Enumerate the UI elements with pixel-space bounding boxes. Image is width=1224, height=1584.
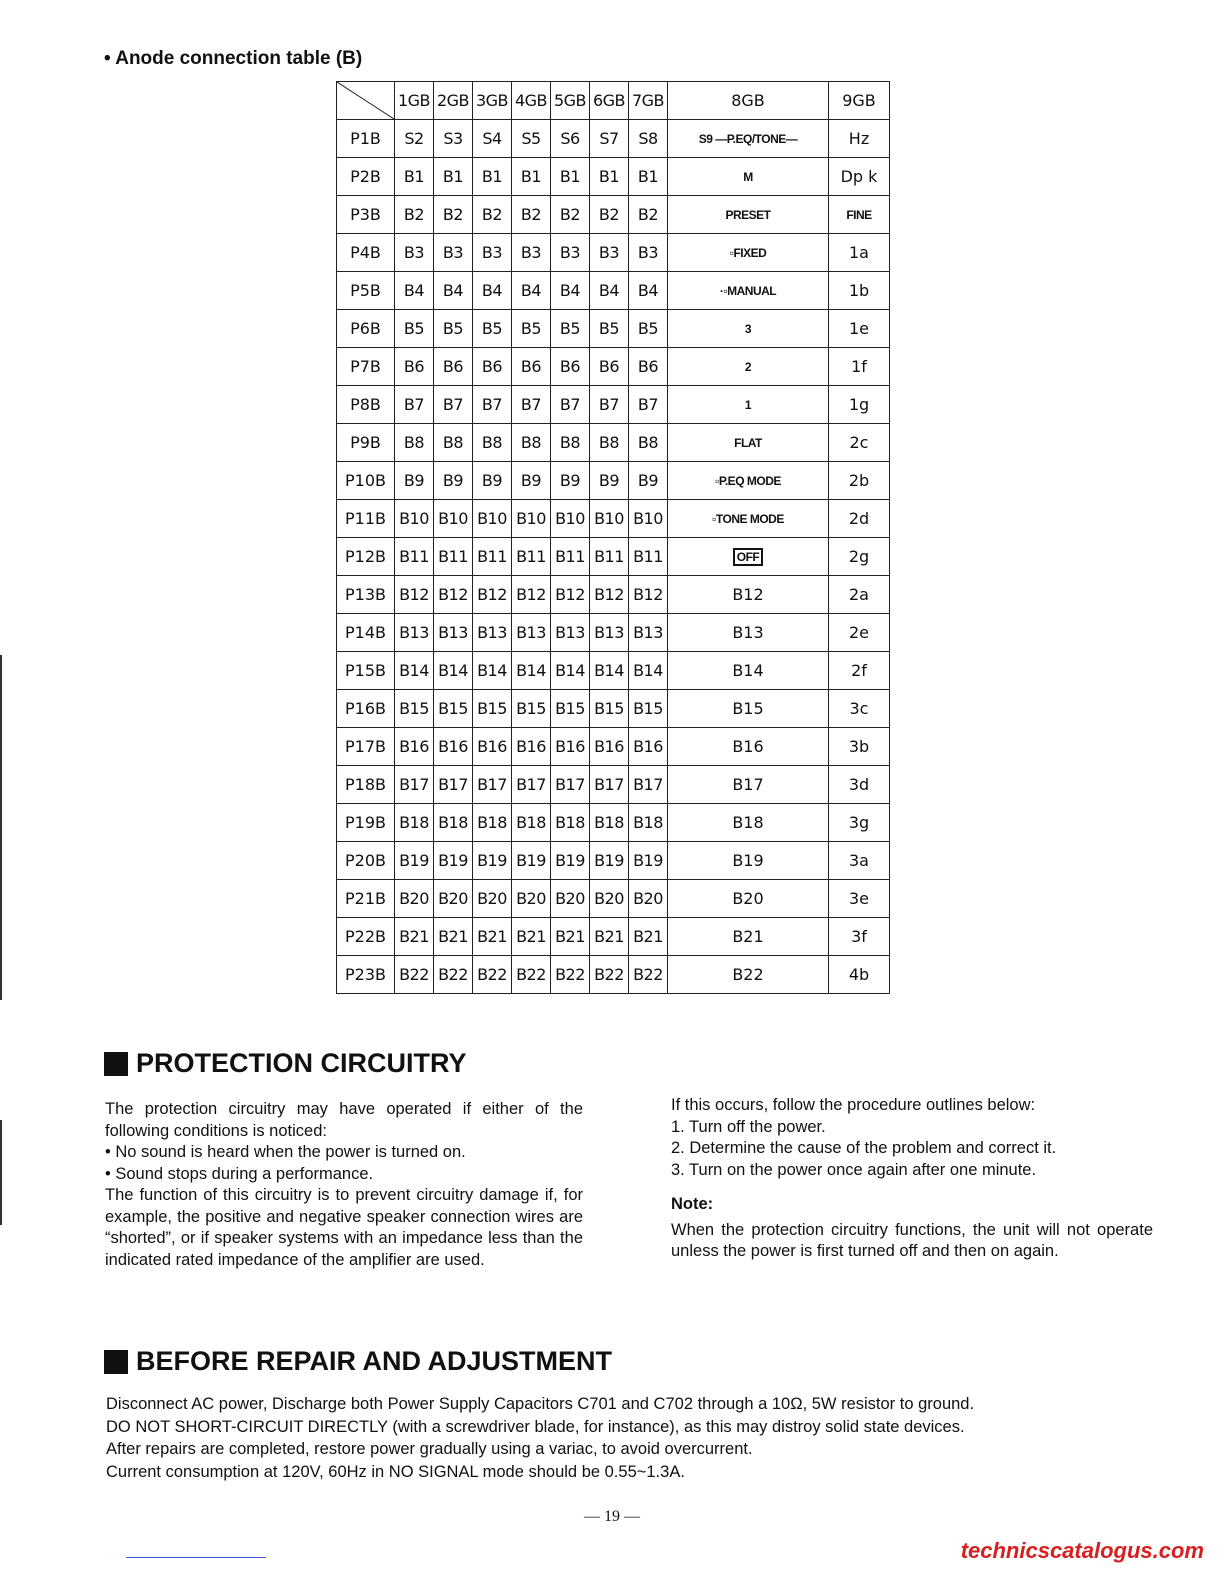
table-cell-9gb: 1e: [829, 310, 890, 348]
row-label: P9B: [337, 424, 395, 462]
table-cell: B9: [629, 462, 668, 500]
table-row: [337, 614, 890, 652]
watermark[interactable]: technicscatalogus.com: [960, 1538, 1204, 1563]
table-cell: B19: [629, 842, 668, 880]
table-cell: B13: [395, 614, 434, 652]
table-cell: B14: [512, 652, 551, 690]
table-cell: B4: [590, 272, 629, 310]
table-cell: B8: [629, 424, 668, 462]
table-cell: B4: [434, 272, 473, 310]
table-cell-8gb: ▫FIXED: [668, 234, 829, 272]
procedure-step: 2. Determine the cause of the problem and correct it.: [671, 1139, 1057, 1157]
table-cell: B10: [512, 500, 551, 538]
table-cell: B3: [395, 234, 434, 272]
table-cell: B7: [551, 386, 590, 424]
table-cell: B3: [629, 234, 668, 272]
table-cell-9gb: 3d: [829, 766, 890, 804]
table-cell: B6: [395, 348, 434, 386]
table-cell: B20: [473, 880, 512, 918]
table-cell: B15: [395, 690, 434, 728]
table-row: [337, 956, 890, 994]
table-cell: B6: [551, 348, 590, 386]
table-cell-9gb: 2d: [829, 500, 890, 538]
table-cell: B18: [512, 804, 551, 842]
table-cell: B16: [395, 728, 434, 766]
table-cell-8gb: 2: [668, 348, 829, 386]
table-row: [337, 690, 890, 728]
table-cell: S3: [434, 120, 473, 158]
table-cell-9gb: 3g: [829, 804, 890, 842]
protection-body: The function of this circuitry is to prevent circuitry damage if, for example, the positive and negative speaker connection wires are “shorted”, or if speaker systems with an impedance less than the indicated rated impedance of the amplifier are used.: [105, 1186, 583, 1269]
table-cell: S2: [395, 120, 434, 158]
table-cell: B21: [434, 918, 473, 956]
table-cell: B12: [512, 576, 551, 614]
table-cell-9gb: 3f: [829, 918, 890, 956]
table-cell: B14: [395, 652, 434, 690]
table-cell: B18: [395, 804, 434, 842]
row-label: P7B: [337, 348, 395, 386]
table-cell: B8: [512, 424, 551, 462]
table-row: [337, 310, 890, 348]
repair-line: After repairs are completed, restore power gradually using a variac, to avoid overcurrent.: [106, 1440, 753, 1458]
table-cell: B5: [590, 310, 629, 348]
table-cell: B18: [590, 804, 629, 842]
table-cell: B8: [590, 424, 629, 462]
row-label: P1B: [337, 120, 395, 158]
table-cell-8gb: B20: [668, 880, 829, 918]
table-cell: B20: [590, 880, 629, 918]
table-header-row: [337, 82, 890, 120]
table-cell: B12: [473, 576, 512, 614]
table-cell: B4: [473, 272, 512, 310]
table-cell: B10: [434, 500, 473, 538]
table-cell: B11: [629, 538, 668, 576]
table-cell: B22: [629, 956, 668, 994]
table-cell: B19: [590, 842, 629, 880]
table-cell: B19: [434, 842, 473, 880]
table-cell: B2: [629, 196, 668, 234]
table-cell: B9: [512, 462, 551, 500]
table-cell: B20: [512, 880, 551, 918]
table-cell: B16: [434, 728, 473, 766]
table-cell: B6: [512, 348, 551, 386]
table-cell-8gb: B22: [668, 956, 829, 994]
table-cell: B14: [434, 652, 473, 690]
table-row: [337, 766, 890, 804]
table-cell-9gb: 2g: [829, 538, 890, 576]
col-header: 9GB: [829, 82, 890, 120]
table-cell: B7: [590, 386, 629, 424]
table-cell: B2: [551, 196, 590, 234]
repair-text: [106, 1393, 1166, 1483]
table-cell-9gb: 3a: [829, 842, 890, 880]
table-cell: B19: [473, 842, 512, 880]
table-cell: B18: [551, 804, 590, 842]
table-cell: B4: [395, 272, 434, 310]
table-cell: B10: [473, 500, 512, 538]
table-cell: B6: [434, 348, 473, 386]
table-cell: B14: [590, 652, 629, 690]
scan-edge-mark: [0, 655, 2, 1000]
table-cell: B15: [590, 690, 629, 728]
table-cell: B11: [395, 538, 434, 576]
table-cell: B11: [434, 538, 473, 576]
table-cell: B17: [551, 766, 590, 804]
table-cell: B18: [434, 804, 473, 842]
col-header: 8GB: [668, 82, 829, 120]
table-row: [337, 462, 890, 500]
table-cell: S7: [590, 120, 629, 158]
table-cell: B6: [590, 348, 629, 386]
table-cell: B21: [551, 918, 590, 956]
col-header: 2GB: [434, 82, 473, 120]
table-cell: B9: [473, 462, 512, 500]
repair-heading: [104, 1346, 612, 1377]
table-cell: B20: [551, 880, 590, 918]
table-cell: B10: [551, 500, 590, 538]
protection-right-column: [671, 1095, 1153, 1263]
bullet-item: • No sound is heard when the power is turned on.: [105, 1143, 466, 1161]
procedure-step: 3. Turn on the power once again after one minute.: [671, 1160, 1037, 1179]
table-cell-9gb: 1a: [829, 234, 890, 272]
table-cell: B9: [551, 462, 590, 500]
table-cell: B7: [395, 386, 434, 424]
row-label: P15B: [337, 652, 395, 690]
table-cell: B22: [512, 956, 551, 994]
table-cell: B3: [590, 234, 629, 272]
table-cell-8gb: 3: [668, 310, 829, 348]
table-cell: B5: [434, 310, 473, 348]
row-label: P3B: [337, 196, 395, 234]
table-cell: B13: [512, 614, 551, 652]
procedure-intro: If this occurs, follow the procedure outlines below:: [671, 1096, 1036, 1114]
table-cell: B13: [629, 614, 668, 652]
table-cell: B4: [512, 272, 551, 310]
row-label: P22B: [337, 918, 395, 956]
table-cell-8gb: B16: [668, 728, 829, 766]
table-row: [337, 500, 890, 538]
table-cell: S8: [629, 120, 668, 158]
table-cell: B10: [629, 500, 668, 538]
table-cell: B21: [473, 918, 512, 956]
col-header: 1GB: [395, 82, 434, 120]
table-cell: B16: [551, 728, 590, 766]
table-cell-9gb: 2e: [829, 614, 890, 652]
table-row: [337, 804, 890, 842]
table-cell-8gb: B18: [668, 804, 829, 842]
col-header: 7GB: [629, 82, 668, 120]
table-row: [337, 652, 890, 690]
table-cell: B16: [512, 728, 551, 766]
table-cell: B15: [629, 690, 668, 728]
col-header: 4GB: [512, 82, 551, 120]
table-cell-8gb: B17: [668, 766, 829, 804]
table-cell: B15: [434, 690, 473, 728]
table-cell: B12: [629, 576, 668, 614]
row-label: P11B: [337, 500, 395, 538]
row-label: P19B: [337, 804, 395, 842]
row-label: P12B: [337, 538, 395, 576]
table-cell: B11: [473, 538, 512, 576]
table-cell-8gb: B13: [668, 614, 829, 652]
table-cell: B17: [590, 766, 629, 804]
table-cell: B13: [473, 614, 512, 652]
row-label: P14B: [337, 614, 395, 652]
table-cell-8gb: B19: [668, 842, 829, 880]
row-label: P21B: [337, 880, 395, 918]
table-cell: B12: [590, 576, 629, 614]
table-cell: B6: [473, 348, 512, 386]
table-row: [337, 348, 890, 386]
table-cell: S4: [473, 120, 512, 158]
table-cell: B19: [551, 842, 590, 880]
table-cell: B14: [473, 652, 512, 690]
table-cell: B13: [551, 614, 590, 652]
table-cell: B2: [590, 196, 629, 234]
table-cell: B14: [551, 652, 590, 690]
note-title: Note:: [671, 1195, 714, 1213]
table-cell: B1: [590, 158, 629, 196]
table-cell-8gb: S9 —P.EQ/TONE—: [668, 120, 829, 158]
table-cell: B22: [590, 956, 629, 994]
table-cell-9gb: 3b: [829, 728, 890, 766]
row-label: P23B: [337, 956, 395, 994]
table-corner-cell: [337, 82, 395, 120]
table-cell-9gb: 1g: [829, 386, 890, 424]
table-cell-8gb: B15: [668, 690, 829, 728]
table-cell-8gb: FLAT: [668, 424, 829, 462]
note-body: When the protection circuitry functions, the unit will not operate unless the power is first turned off and then on again.: [671, 1220, 1153, 1260]
table-cell-9gb: 4b: [829, 956, 890, 994]
diagonal-line-icon: [337, 82, 394, 119]
row-label: P4B: [337, 234, 395, 272]
table-cell: B7: [629, 386, 668, 424]
row-label: P17B: [337, 728, 395, 766]
table-cell: S5: [512, 120, 551, 158]
table-cell: B1: [434, 158, 473, 196]
table-cell: B22: [395, 956, 434, 994]
row-label: P16B: [337, 690, 395, 728]
table-cell: B6: [629, 348, 668, 386]
row-label: P13B: [337, 576, 395, 614]
table-cell: B22: [551, 956, 590, 994]
table-cell: B20: [434, 880, 473, 918]
table-cell-8gb: ▫P.EQ MODE: [668, 462, 829, 500]
table-row: [337, 386, 890, 424]
table-cell: B1: [512, 158, 551, 196]
table-cell-9gb: 2a: [829, 576, 890, 614]
table-cell: B9: [434, 462, 473, 500]
table-cell: B3: [473, 234, 512, 272]
boxed-label: OFF: [733, 548, 764, 566]
table-cell-9gb: FINE: [829, 196, 890, 234]
table-cell: B12: [551, 576, 590, 614]
repair-line: Disconnect AC power, Discharge both Power Supply Capacitors C701 and C702 through a 10Ω, 5W resistor to ground.: [106, 1395, 975, 1413]
table-cell: B22: [473, 956, 512, 994]
table-cell: S6: [551, 120, 590, 158]
table-cell: B2: [512, 196, 551, 234]
table-cell: B10: [590, 500, 629, 538]
table-row: [337, 272, 890, 310]
table-cell: B9: [395, 462, 434, 500]
protection-left-column: [105, 1099, 583, 1271]
table-cell-8gb: PRESET: [668, 196, 829, 234]
table-cell: B1: [395, 158, 434, 196]
table-cell: B1: [551, 158, 590, 196]
table-cell: B5: [551, 310, 590, 348]
table-row: [337, 234, 890, 272]
col-header: 5GB: [551, 82, 590, 120]
table-row: [337, 576, 890, 614]
table-body: [337, 120, 890, 994]
heading-square-icon: [104, 1052, 128, 1076]
table-cell-8gb: 1: [668, 386, 829, 424]
table-row: [337, 424, 890, 462]
protection-heading-text: PROTECTION CIRCUITRY: [136, 1048, 467, 1078]
row-label: P8B: [337, 386, 395, 424]
table-row: [337, 538, 890, 576]
table-cell: B3: [434, 234, 473, 272]
table-cell: B16: [590, 728, 629, 766]
table-cell-8gb: B14: [668, 652, 829, 690]
table-cell-8gb: ·▫MANUAL: [668, 272, 829, 310]
table-cell-9gb: 2c: [829, 424, 890, 462]
page-number: — 19 —: [584, 1508, 640, 1525]
table-cell: B3: [512, 234, 551, 272]
table-cell: B12: [395, 576, 434, 614]
table-cell: B1: [629, 158, 668, 196]
table-cell: B21: [512, 918, 551, 956]
table-row: [337, 918, 890, 956]
table-cell: B20: [629, 880, 668, 918]
table-cell: B1: [473, 158, 512, 196]
table-cell: B17: [473, 766, 512, 804]
table-cell: B11: [590, 538, 629, 576]
table-cell: B8: [395, 424, 434, 462]
table-cell: B8: [434, 424, 473, 462]
repair-line: Current consumption at 120V, 60Hz in NO SIGNAL mode should be 0.55~1.3A.: [106, 1462, 685, 1481]
repair-heading-text: BEFORE REPAIR AND ADJUSTMENT: [136, 1346, 613, 1376]
table-cell: B17: [434, 766, 473, 804]
row-label: P10B: [337, 462, 395, 500]
protection-intro: The protection circuitry may have operated if either of the following conditions is noticed:: [105, 1100, 583, 1140]
table-cell: B3: [551, 234, 590, 272]
table-cell: B19: [512, 842, 551, 880]
table-cell: B5: [629, 310, 668, 348]
table-cell-9gb: 3e: [829, 880, 890, 918]
table-cell: B2: [434, 196, 473, 234]
table-cell: B9: [590, 462, 629, 500]
table-cell: B10: [395, 500, 434, 538]
table-cell-9gb: 2f: [829, 652, 890, 690]
table-cell-8gb: [668, 538, 829, 576]
table-cell-9gb: 1f: [829, 348, 890, 386]
table-cell: B15: [551, 690, 590, 728]
table-cell: B5: [473, 310, 512, 348]
table-cell: B17: [629, 766, 668, 804]
table-cell-9gb: Dp k: [829, 158, 890, 196]
table-cell-9gb: 3c: [829, 690, 890, 728]
repair-line: DO NOT SHORT-CIRCUIT DIRECTLY (with a screwdriver blade, for instance), as this may distroy solid state devices.: [106, 1417, 965, 1436]
table-row: [337, 880, 890, 918]
link-underline: [126, 1557, 266, 1558]
table-cell: B17: [395, 766, 434, 804]
row-label: P6B: [337, 310, 395, 348]
table-cell: B13: [434, 614, 473, 652]
table-row: [337, 120, 890, 158]
table-cell-9gb: 1b: [829, 272, 890, 310]
row-label: P20B: [337, 842, 395, 880]
table-cell-8gb: B12: [668, 576, 829, 614]
table-cell: B4: [629, 272, 668, 310]
table-cell-8gb: ▫TONE MODE: [668, 500, 829, 538]
table-cell-8gb: B21: [668, 918, 829, 956]
bullet-item: • Sound stops during a performance.: [105, 1164, 374, 1183]
table-cell: B16: [473, 728, 512, 766]
table-row: [337, 728, 890, 766]
table-cell-8gb: M: [668, 158, 829, 196]
table-row: [337, 158, 890, 196]
table-cell: B17: [512, 766, 551, 804]
table-cell: B7: [512, 386, 551, 424]
table-row: [337, 842, 890, 880]
heading-square-icon: [104, 1350, 128, 1374]
table-cell: B11: [512, 538, 551, 576]
table-cell: B21: [629, 918, 668, 956]
table-cell: B16: [629, 728, 668, 766]
table-cell: B5: [395, 310, 434, 348]
table-cell: B19: [395, 842, 434, 880]
table-cell: B8: [473, 424, 512, 462]
col-header: 6GB: [590, 82, 629, 120]
table-cell: B4: [551, 272, 590, 310]
table-cell: B2: [395, 196, 434, 234]
table-cell: B7: [434, 386, 473, 424]
table-cell-9gb: Hz: [829, 120, 890, 158]
table-cell: B22: [434, 956, 473, 994]
protection-heading: [104, 1048, 467, 1079]
table-cell: B8: [551, 424, 590, 462]
table-cell: B18: [629, 804, 668, 842]
table-cell: B15: [512, 690, 551, 728]
procedure-step: 1. Turn off the power.: [671, 1117, 826, 1136]
table-cell: B21: [395, 918, 434, 956]
table-row: [337, 196, 890, 234]
row-label: P18B: [337, 766, 395, 804]
col-header: 3GB: [473, 82, 512, 120]
table-cell: B15: [473, 690, 512, 728]
table-cell: B13: [590, 614, 629, 652]
table-cell: B20: [395, 880, 434, 918]
table-cell-9gb: 2b: [829, 462, 890, 500]
table-cell: B21: [590, 918, 629, 956]
table-cell: B14: [629, 652, 668, 690]
scan-edge-mark: [0, 1120, 2, 1225]
table-cell: B5: [512, 310, 551, 348]
table-cell: B18: [473, 804, 512, 842]
row-label: P5B: [337, 272, 395, 310]
table-cell: B11: [551, 538, 590, 576]
table-cell: B7: [473, 386, 512, 424]
anode-connection-table: [336, 81, 890, 994]
table-caption: • Anode connection table (B): [104, 48, 363, 69]
table-cell: B12: [434, 576, 473, 614]
table-cell: B2: [473, 196, 512, 234]
row-label: P2B: [337, 158, 395, 196]
